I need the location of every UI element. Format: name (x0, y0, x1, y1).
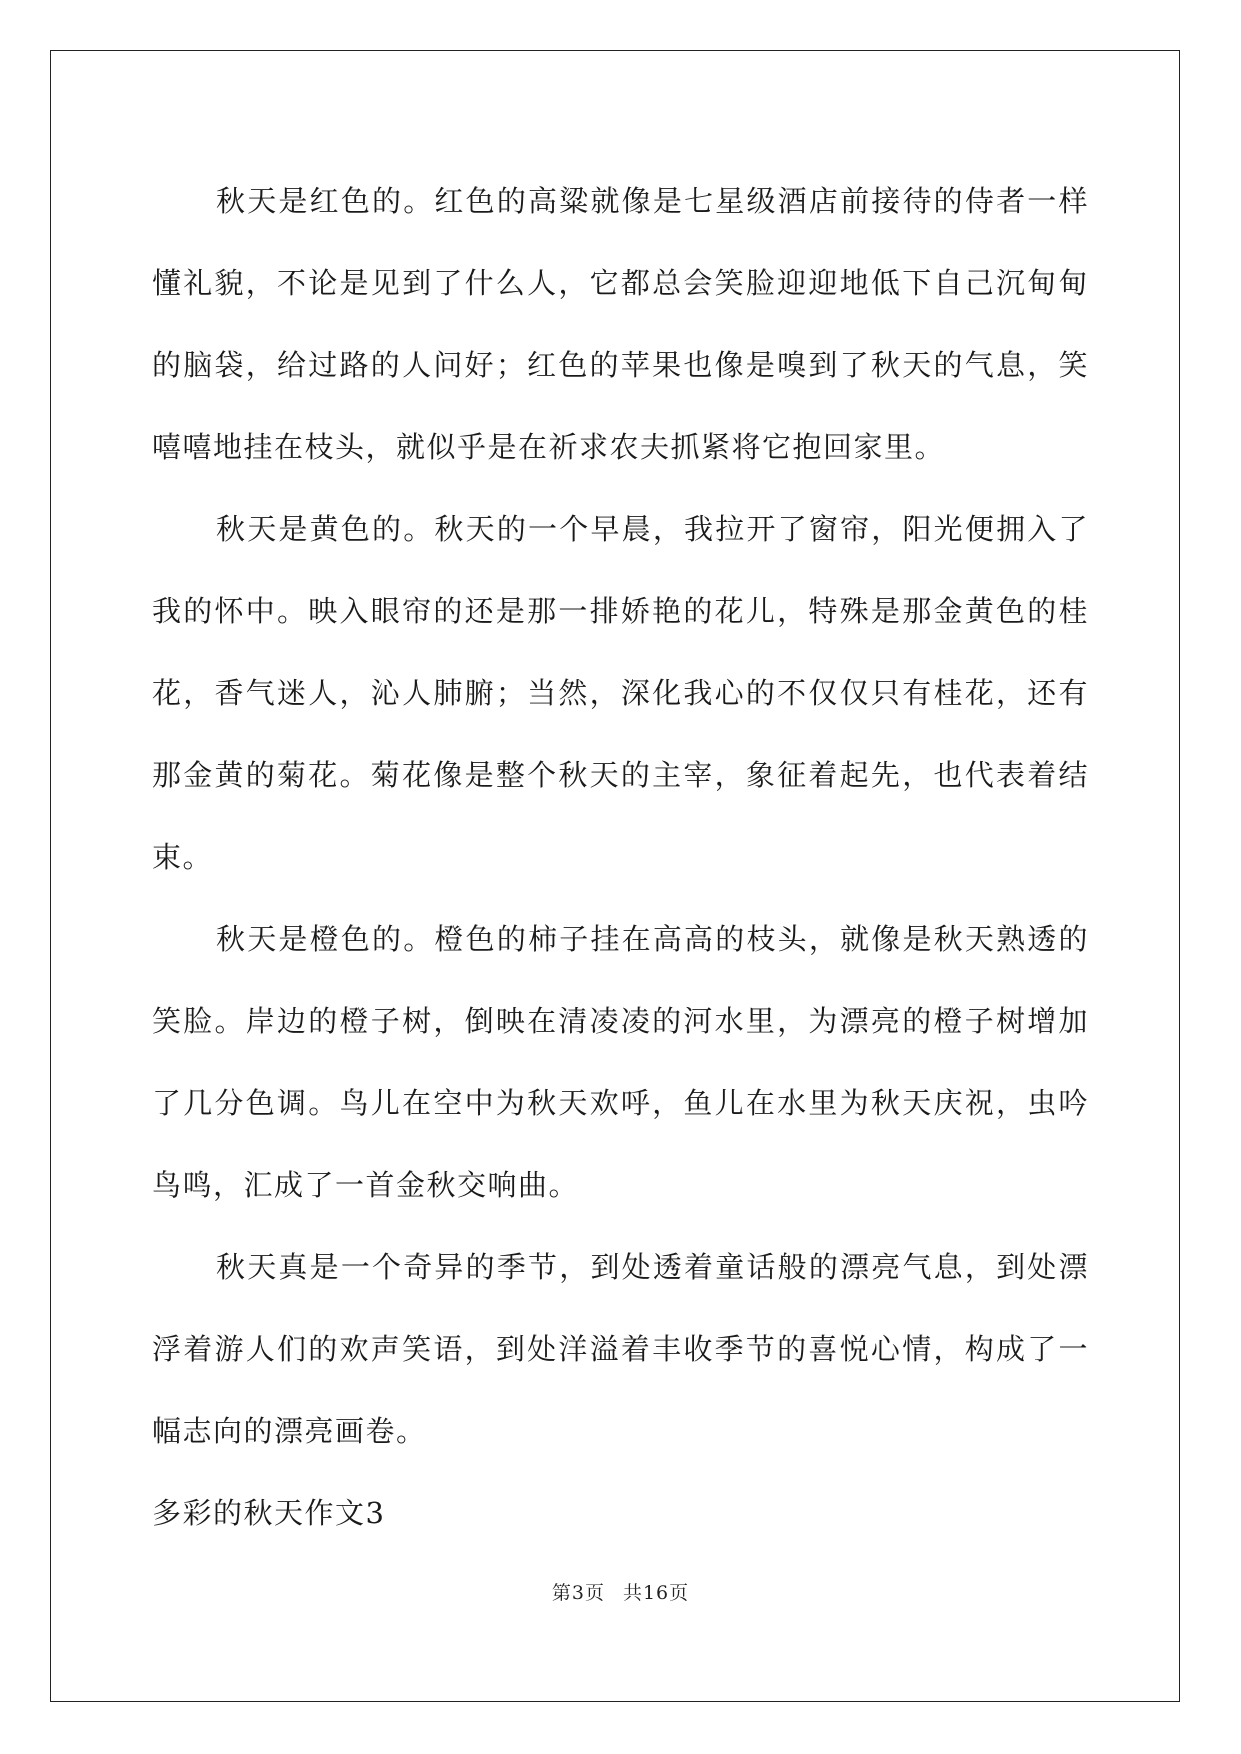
page-number-total: 共16页 (622, 1582, 690, 1604)
paragraph-orange: 秋天是橙色的。橙色的柿子挂在高高的枝头，就像是秋天熟透的笑脸。岸边的橙子树，倒映在清凌凌的河水里，为漂亮的橙子树增加了几分色调。鸟儿在空中为秋天欢呼，鱼儿在水里为秋天庆祝，虫吟鸟鸣，汇成了一首金秋交响曲。 (152, 922, 1089, 1202)
paragraph-yellow: 秋天是黄色的。秋天的一个早晨，我拉开了窗帘，阳光便拥入了我的怀中。映入眼帘的还是那一排娇艳的花儿，特殊是那金黄色的桂花，香气迷人，沁人肺腑；当然，深化我心的不仅仅只有桂花，还有那金黄的菊花。菊花像是整个秋天的主宰，象征着起先，也代表着结束。 (152, 512, 1089, 874)
document-body (152, 160, 1089, 1554)
page-number-current: 第3页 (551, 1582, 605, 1604)
paragraph-conclusion: 秋天真是一个奇异的季节，到处透着童话般的漂亮气息，到处漂浮着游人们的欢声笑语，到处洋溢着丰收季节的喜悦心情，构成了一幅志向的漂亮画卷。 (152, 1250, 1089, 1448)
section-heading: 多彩的秋天作文3 (152, 1496, 386, 1530)
page-footer (0, 1578, 1241, 1605)
paragraph-red: 秋天是红色的。红色的高粱就像是七星级酒店前接待的侍者一样懂礼貌，不论是见到了什么人，它都总会笑脸迎迎地低下自己沉甸甸的脑袋，给过路的人问好；红色的苹果也像是嗅到了秋天的气息，笑嘻嘻地挂在枝头，就似乎是在祈求农夫抓紧将它抱回家里。 (152, 184, 1089, 464)
